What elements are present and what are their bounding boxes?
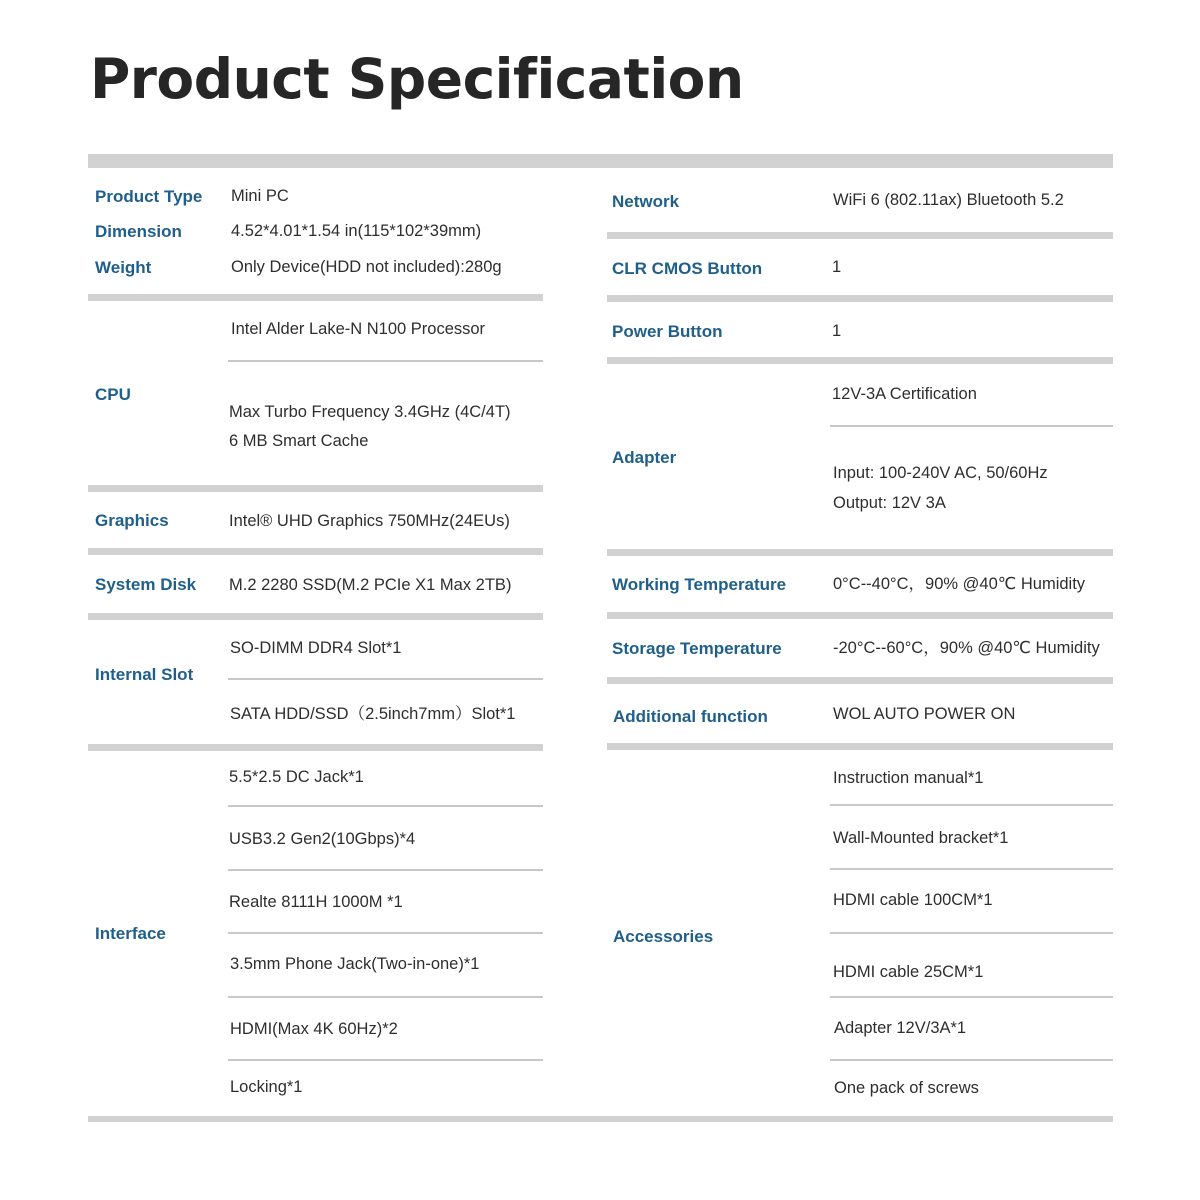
weight-value: Only Device(HDD not included):280g: [231, 258, 502, 276]
dimension-label: Dimension: [95, 222, 182, 241]
system-disk-label: System Disk: [95, 575, 197, 594]
row-divider: [228, 805, 543, 807]
product-type-label: Product Type: [95, 187, 203, 206]
row-divider: [830, 996, 1113, 998]
additional-function-value: WOL AUTO POWER ON: [833, 705, 1016, 723]
working-temp-label: Working Temperature: [612, 575, 787, 594]
interface-value-audio: 3.5mm Phone Jack(Two-in-one)*1: [230, 955, 480, 973]
row-divider: [830, 932, 1113, 934]
interface-value-usb: USB3.2 Gen2(10Gbps)*4: [229, 830, 416, 848]
internal-slot-label: Internal Slot: [95, 665, 194, 684]
row-divider: [830, 868, 1113, 870]
cpu-value-turbo: Max Turbo Frequency 3.4GHz (4C/4T): [229, 403, 511, 421]
internal-slot-value-ram: SO-DIMM DDR4 Slot*1: [230, 639, 402, 657]
weight-label: Weight: [95, 258, 152, 277]
working-temp-value: 0°C--40°C，90% @40℃ Humidity: [833, 575, 1086, 593]
page-title: Product Specification: [90, 47, 744, 111]
row-divider: [228, 678, 543, 680]
clr-cmos-value: 1: [832, 258, 842, 276]
graphics-value: Intel® UHD Graphics 750MHz(24EUs): [229, 512, 510, 530]
interface-label: Interface: [95, 924, 166, 943]
internal-slot-value-sata: SATA HDD/SSD（2.5inch7mm）Slot*1: [230, 705, 516, 723]
section-divider: [607, 612, 1113, 619]
graphics-label: Graphics: [95, 511, 169, 530]
storage-temp-label: Storage Temperature: [612, 639, 782, 658]
section-divider: [88, 485, 543, 492]
top-divider: [88, 154, 1113, 168]
additional-function-label: Additional function: [613, 707, 768, 726]
accessory-screws: One pack of screws: [834, 1079, 979, 1097]
adapter-value-certification: 12V-3A Certification: [832, 385, 977, 403]
accessory-instruction-manual: Instruction manual*1: [833, 769, 984, 787]
accessory-adapter: Adapter 12V/3A*1: [834, 1019, 967, 1037]
interface-value-hdmi: HDMI(Max 4K 60Hz)*2: [230, 1020, 398, 1038]
section-divider: [607, 677, 1113, 684]
row-divider: [228, 932, 543, 934]
interface-value-lan: Realte 8111H 1000M *1: [229, 893, 403, 911]
power-button-value: 1: [832, 322, 842, 340]
accessories-label: Accessories: [613, 927, 714, 946]
accessory-hdmi-100cm: HDMI cable 100CM*1: [833, 891, 993, 909]
cpu-label: CPU: [95, 385, 131, 404]
cpu-value-processor: Intel Alder Lake-N N100 Processor: [231, 320, 486, 338]
power-button-label: Power Button: [612, 322, 723, 341]
network-value: WiFi 6 (802.11ax) Bluetooth 5.2: [833, 191, 1064, 209]
product-type-value: Mini PC: [231, 187, 289, 205]
section-divider: [607, 232, 1113, 239]
interface-value-dc-jack: 5.5*2.5 DC Jack*1: [229, 768, 364, 786]
adapter-value-input: Input: 100-240V AC, 50/60Hz: [833, 464, 1048, 482]
section-divider: [88, 613, 543, 620]
network-label: Network: [612, 192, 680, 211]
system-disk-value: M.2 2280 SSD(M.2 PCIe X1 Max 2TB): [229, 576, 512, 594]
accessory-hdmi-25cm: HDMI cable 25CM*1: [833, 963, 984, 981]
storage-temp-value: -20°C--60°C，90% @40℃ Humidity: [833, 639, 1100, 657]
section-divider: [607, 743, 1113, 750]
section-divider: [88, 294, 543, 301]
adapter-label: Adapter: [612, 448, 677, 467]
section-divider: [607, 357, 1113, 364]
bottom-divider: [88, 1116, 1113, 1122]
row-divider: [228, 996, 543, 998]
accessory-wall-bracket: Wall-Mounted bracket*1: [833, 829, 1009, 847]
adapter-value-output: Output: 12V 3A: [833, 494, 946, 512]
row-divider: [830, 425, 1113, 427]
dimension-value: 4.52*4.01*1.54 in(115*102*39mm): [231, 222, 482, 240]
row-divider: [228, 360, 543, 362]
interface-value-locking: Locking*1: [230, 1078, 303, 1096]
section-divider: [88, 548, 543, 555]
row-divider: [830, 804, 1113, 806]
cpu-value-cache: 6 MB Smart Cache: [229, 432, 369, 450]
row-divider: [228, 869, 543, 871]
row-divider: [830, 1059, 1113, 1061]
section-divider: [88, 744, 543, 751]
row-divider: [228, 1059, 543, 1061]
section-divider: [607, 549, 1113, 556]
section-divider: [607, 295, 1113, 302]
clr-cmos-label: CLR CMOS Button: [612, 259, 763, 278]
